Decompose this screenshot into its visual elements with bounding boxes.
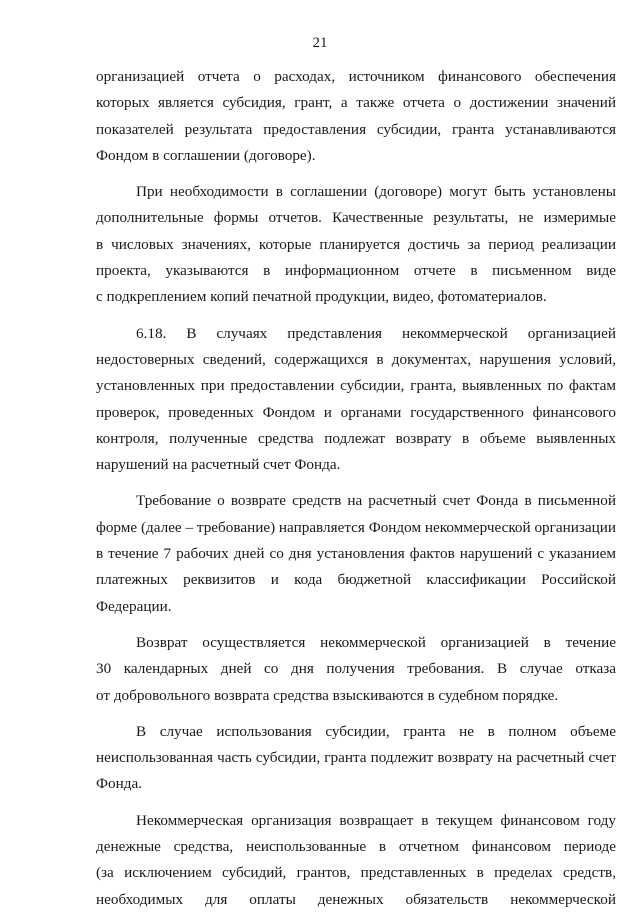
paragraph (96, 630, 616, 709)
paragraph-line: 30 календарных дней со дня получения требования. В случае отказа (96, 660, 616, 678)
paragraph (96, 719, 616, 798)
paragraph-line: Федерации. (96, 597, 172, 615)
paragraph-line: неиспользованная часть субсидии, гранта подлежит возврату на расчетный счет (96, 749, 616, 767)
paragraph-line: которых является субсидия, грант, а также отчета о достижении значений (96, 94, 616, 112)
paragraph-line: Фонда. (96, 775, 142, 793)
paragraph-line: проверок, проведенных Фондом и органами государственного финансового (96, 403, 616, 421)
paragraph-line: Фондом в соглашении (договоре). (96, 146, 316, 164)
paragraph (96, 321, 616, 479)
paragraph (96, 64, 616, 169)
paragraph-line: 6.18. В случаях представления некоммерческой организацией (136, 324, 616, 342)
page-number: 21 (312, 35, 328, 51)
paragraph-line: от добровольного возврата средства взыскиваются в судебном порядке. (96, 686, 559, 704)
paragraph-line: контроля, полученные средства подлежат возврату в объеме выявленных (96, 429, 616, 447)
paragraph-line: При необходимости в соглашении (договоре) могут быть установлены (136, 183, 616, 201)
paragraph (96, 488, 616, 619)
document-body (96, 64, 616, 923)
paragraph (96, 179, 616, 310)
paragraph-line: показателей результата предоставления субсидии, гранта устанавливаются (96, 120, 616, 138)
paragraph (96, 808, 616, 913)
paragraph-line: в числовых значениях, которые планируется достичь за период реализации (96, 235, 616, 253)
paragraph-line: с подкреплением копий печатной продукции, видео, фотоматериалов. (96, 288, 547, 306)
paragraph-line: (за исключением субсидий, грантов, представленных в пределах средств, (96, 864, 616, 882)
paragraph-line: Возврат осуществляется некоммерческой организацией в течение (136, 633, 616, 651)
paragraph-line: установленных при предоставлении субсидии, гранта, выявленных по фактам (96, 377, 616, 395)
paragraph-line: проекта, указываются в информационном отчете в письменном виде (96, 262, 616, 280)
paragraph-line: В случае использования субсидии, гранта не в полном объеме (136, 722, 616, 740)
paragraph-line: недостоверных сведений, содержащихся в документах, нарушения условий, (96, 350, 616, 368)
paragraph-line: необходимых для оплаты денежных обязательств некоммерческой (96, 890, 616, 908)
paragraph-line: форме (далее – требование) направляется Фондом некоммерческой организации (96, 518, 616, 536)
paragraph-line: Некоммерческая организация возвращает в текущем финансовом году (136, 811, 616, 829)
paragraph-line: нарушений на расчетный счет Фонда. (96, 456, 341, 474)
paragraph-line: дополнительные формы отчетов. Качественные результаты, не измеримые (96, 209, 616, 227)
paragraph-line: денежные средства, неиспользованные в отчетном финансовом периоде (96, 838, 616, 856)
paragraph-line: организацией отчета о расходах, источником финансового обеспечения (96, 68, 616, 85)
paragraph-line: платежных реквизитов и кода бюджетной классификации Российской (96, 571, 616, 589)
paragraph-line: в течение 7 рабочих дней со дня установления фактов нарушений с указанием (96, 545, 616, 563)
paragraph-line: Требование о возврате средств на расчетный счет Фонда в письменной (136, 492, 616, 510)
